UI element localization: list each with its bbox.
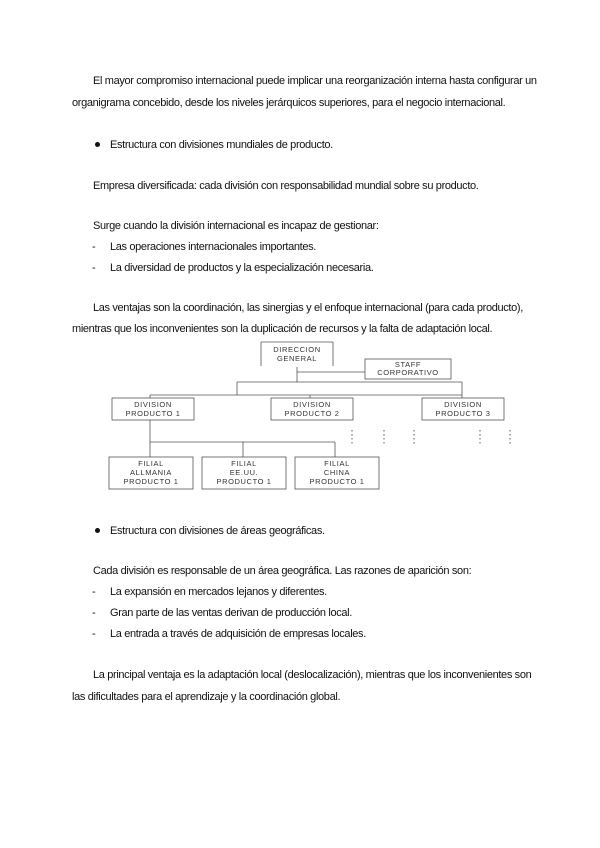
staff-box-line-1: STAFF (394, 360, 422, 369)
division-1-line-1: DIVISION (134, 400, 172, 409)
bullet-dot (95, 528, 100, 533)
subsidiary-2-line-3: PRODUCTO 1 (216, 477, 272, 486)
division-3-line-1: DIVISION (444, 400, 482, 409)
subsidiary-1-line-3: PRODUCTO 1 (123, 477, 179, 486)
subsidiary-3-line-1: FILIAL (324, 459, 350, 468)
section1-intro: Surge cuando la división internacional es incapaz de gestionar: (93, 220, 379, 232)
section1-advantages-line-2: mientras que los inconvenientes son la duplicación de recursos y la falta de adaptación local. (72, 323, 493, 335)
intro-paragraph-line-2: organigrama concebido, desde los niveles jerárquicos superiores, para el negocio internacional. (72, 97, 506, 109)
intro-paragraph-line-1: El mayor compromiso internacional puede implicar una reorganización interna hasta configurar un (93, 75, 537, 87)
section1-bullet-heading: Estructura con divisiones mundiales de producto. (110, 139, 333, 151)
section2-list-item-3: La entrada a través de adquisición de empresas locales. (110, 628, 366, 640)
staff-box-line-2: CORPORATIVO (377, 368, 439, 377)
list-dash: - (92, 241, 96, 253)
division-2-line-1: DIVISION (293, 400, 331, 409)
list-dash: - (92, 586, 96, 598)
section2-list-item-1: La expansión en mercados lejanos y diferentes. (110, 586, 327, 598)
section1-advantages-line-1: Las ventajas son la coordinación, las sinergias y el enfoque internacional (para cada producto), (93, 302, 523, 314)
list-dash: - (92, 607, 96, 619)
section2-advantages-line-1: La principal ventaja es la adaptación local (deslocalización), mientras que los inconvenientes son (93, 669, 532, 681)
subsidiary-2-line-1: FILIAL (231, 459, 257, 468)
subsidiary-1-line-2: ALLMANIA (130, 468, 172, 477)
subsidiary-2-line-2: EE.UU. (229, 468, 259, 477)
division-2-line-2: PRODUCTO 2 (284, 409, 340, 418)
section2-advantages-line-2: las dificultades para el aprendizaje y la coordinación global. (72, 691, 341, 703)
list-dash: - (92, 262, 96, 274)
top-box-line-2: GENERAL (276, 354, 318, 363)
section2-list-item-2: Gran parte de las ventas derivan de producción local. (110, 607, 352, 619)
subsidiary-3-line-2: CHINA (323, 468, 351, 477)
list-dash: - (92, 628, 96, 640)
section1-list-item-1: Las operaciones internacionales importantes. (110, 241, 316, 253)
division-3-line-2: PRODUCTO 3 (435, 409, 491, 418)
division-1-line-2: PRODUCTO 1 (125, 409, 181, 418)
top-box-line-1: DIRECCION (273, 345, 321, 354)
section2-intro: Cada división es responsable de un área geográfica. Las razones de aparición son: (93, 565, 472, 577)
subsidiary-3-line-3: PRODUCTO 1 (309, 477, 365, 486)
section1-list-item-2: La diversidad de productos y la especialización necesaria. (110, 262, 374, 274)
subsidiary-1-line-1: FILIAL (138, 459, 164, 468)
section2-bullet-heading: Estructura con divisiones de áreas geográficas. (110, 525, 325, 537)
section1-description: Empresa diversificada: cada división con responsabilidad mundial sobre su producto. (93, 180, 479, 192)
